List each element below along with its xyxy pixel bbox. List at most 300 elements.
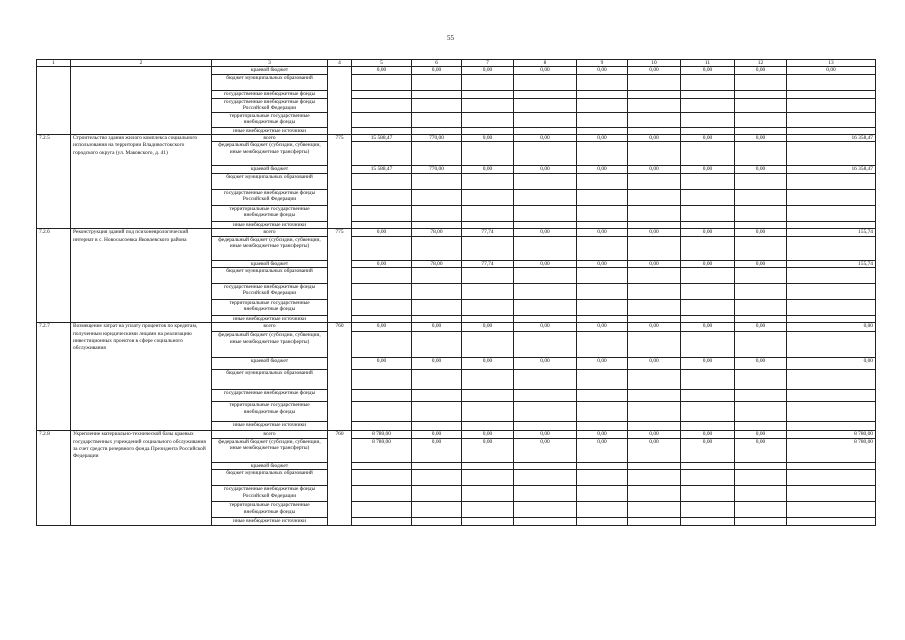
source-cell: бюджет муниципальных образований: [212, 268, 328, 284]
empty-cell: [577, 462, 628, 469]
source-cell: краевой бюджет: [212, 462, 328, 469]
empty-cell: [462, 316, 514, 323]
empty-cell: [514, 502, 577, 518]
empty-cell: [628, 221, 681, 228]
empty-cell: [412, 402, 462, 422]
empty-cell: [628, 370, 681, 390]
source-cell: государственные внебюджетные фонды Российской Федерации: [212, 189, 328, 205]
value-cell: 0,00: [735, 438, 787, 462]
header-cell: 12: [735, 60, 787, 67]
value-cell: 0,00: [628, 229, 681, 236]
header-cell: 3: [212, 60, 328, 67]
empty-cell: [681, 173, 735, 189]
empty-cell: [735, 236, 787, 260]
empty-cell: [735, 486, 787, 502]
empty-cell: [681, 402, 735, 422]
table-row: [37, 431, 876, 438]
empty-cell: [514, 518, 577, 525]
empty-cell: [352, 268, 412, 284]
empty-cell: [514, 316, 577, 323]
empty-cell: [577, 300, 628, 316]
source-cell: территориальные государственные внебюджетные фонды: [212, 205, 328, 221]
empty-cell: [412, 332, 462, 358]
empty-cell: [514, 221, 577, 228]
empty-cell: [735, 268, 787, 284]
empty-cell: [462, 221, 514, 228]
value-cell: 0,00: [352, 323, 412, 332]
empty-cell: [628, 268, 681, 284]
empty-cell: [352, 189, 412, 205]
source-cell: федеральный бюджет (субсидии, субвенции, иные межбюджетные трансферты): [212, 142, 328, 166]
empty-cell: [514, 390, 577, 402]
empty-cell: [352, 142, 412, 166]
item-code: 7.2.8: [37, 431, 71, 525]
empty-cell: [352, 502, 412, 518]
table-body: [37, 60, 876, 526]
empty-cell: [412, 173, 462, 189]
empty-cell: [735, 300, 787, 316]
source-cell: иные внебюджетные источники: [212, 422, 328, 431]
empty-cell: [412, 316, 462, 323]
value-cell: 0,00: [787, 358, 876, 370]
empty-cell: [681, 221, 735, 228]
value-cell: 0,00: [514, 135, 577, 142]
source-cell: краевой бюджет: [212, 260, 328, 267]
empty-cell: [787, 390, 876, 402]
value-cell: 0,00: [628, 431, 681, 438]
item-name: Возмещение затрат на уплату процентов по кредитам, полученным юридическими лицами на реализацию инвестиционных проектов в сфере социального обслуживания: [71, 323, 212, 431]
empty-cell: [628, 173, 681, 189]
value-cell: 0,00: [412, 438, 462, 462]
empty-cell: [352, 486, 412, 502]
empty-cell: [577, 205, 628, 221]
header-cell: 6: [412, 60, 462, 67]
value-cell: 0,00: [628, 67, 681, 74]
empty-cell: [514, 422, 577, 431]
header-cell: 1: [37, 60, 71, 67]
grbs-cell: [328, 67, 352, 135]
value-cell: 0,00: [735, 323, 787, 332]
value-cell: 78,00: [412, 260, 462, 267]
empty-cell: [735, 470, 787, 486]
empty-cell: [352, 300, 412, 316]
source-cell: иные внебюджетные источники: [212, 518, 328, 525]
empty-cell: [577, 316, 628, 323]
empty-cell: [628, 402, 681, 422]
empty-cell: [628, 142, 681, 166]
table-row: [37, 229, 876, 236]
empty-cell: [628, 236, 681, 260]
value-cell: 0,00: [462, 67, 514, 74]
value-cell: 0,00: [514, 166, 577, 173]
empty-cell: [352, 173, 412, 189]
empty-cell: [681, 300, 735, 316]
empty-cell: [735, 142, 787, 166]
source-cell: бюджет муниципальных образований: [212, 173, 328, 189]
value-cell: 0,00: [628, 358, 681, 370]
empty-cell: [514, 332, 577, 358]
empty-cell: [352, 284, 412, 300]
value-cell: 0,00: [412, 358, 462, 370]
empty-cell: [514, 268, 577, 284]
source-cell: государственные внебюджетные фонды: [212, 390, 328, 402]
empty-cell: [352, 390, 412, 402]
header-cell: 2: [71, 60, 212, 67]
empty-cell: [628, 316, 681, 323]
source-cell: территориальные государственные внебюджетные фонды: [212, 402, 328, 422]
source-cell: территориальные государственные внебюджетные фонды: [212, 502, 328, 518]
empty-cell: [787, 173, 876, 189]
value-cell: 0,00: [628, 323, 681, 332]
empty-cell: [462, 236, 514, 260]
empty-cell: [787, 332, 876, 358]
value-cell: 0,00: [514, 260, 577, 267]
empty-cell: [514, 189, 577, 205]
empty-cell: [577, 142, 628, 166]
value-cell: 0,00: [352, 67, 412, 74]
table-row: [37, 323, 876, 332]
empty-cell: [462, 205, 514, 221]
empty-cell: [628, 284, 681, 300]
empty-cell: [352, 332, 412, 358]
empty-cell: [787, 300, 876, 316]
value-cell: 0,00: [681, 323, 735, 332]
source-cell: всего: [212, 431, 328, 438]
empty-cell: [514, 236, 577, 260]
value-cell: 0,00: [735, 229, 787, 236]
grbs-code: 775: [328, 135, 352, 229]
empty-cell: [681, 142, 735, 166]
empty-cell: [462, 518, 514, 525]
empty-cell: [462, 370, 514, 390]
grbs-code: 775: [328, 229, 352, 323]
value-cell: 16 358,47: [787, 135, 876, 142]
source-cell: бюджет муниципальных образований: [212, 470, 328, 486]
header-cell: 10: [628, 60, 681, 67]
value-cell: 155,74: [787, 260, 876, 267]
value-cell: 0,00: [352, 260, 412, 267]
value-cell: 15 588,47: [352, 166, 412, 173]
empty-cell: [352, 422, 412, 431]
grbs-code: 760: [328, 431, 352, 525]
value-cell: 0,00: [681, 67, 735, 74]
empty-cell: [735, 370, 787, 390]
empty-cell: [352, 221, 412, 228]
empty-cell: [412, 470, 462, 486]
value-cell: 0,00: [735, 67, 787, 74]
empty-cell: [577, 470, 628, 486]
empty-cell: [681, 332, 735, 358]
empty-cell: [681, 462, 735, 469]
item-name: Укрепление материально-технической базы краевых государственных учреждений социального обслуживания за счет средств резервного фонда Президента Российской Федерации: [71, 431, 212, 525]
empty-cell: [628, 518, 681, 525]
empty-cell: [412, 205, 462, 221]
value-cell: 8 780,00: [787, 438, 876, 462]
empty-cell: [787, 470, 876, 486]
empty-cell: [462, 173, 514, 189]
empty-cell: [514, 486, 577, 502]
empty-cell: [462, 142, 514, 166]
source-cell: территориальные государственные внебюджетные фонды: [212, 112, 328, 127]
page-number: 55: [447, 34, 454, 42]
empty-cell: [514, 284, 577, 300]
value-cell: 770,00: [412, 135, 462, 142]
value-cell: 77,74: [462, 229, 514, 236]
value-cell: 0,00: [577, 67, 628, 74]
source-cell: всего: [212, 323, 328, 332]
table-row: [37, 135, 876, 142]
value-cell: 0,00: [577, 166, 628, 173]
empty-cell: [787, 221, 876, 228]
source-cell: бюджет муниципальных образований: [212, 74, 328, 90]
source-cell: федеральный бюджет (субсидии, субвенции, иные межбюджетные трансферты): [212, 332, 328, 358]
empty-cell: [412, 390, 462, 402]
header-cell: 5: [352, 60, 412, 67]
empty-cell: [412, 518, 462, 525]
empty-cell: [462, 268, 514, 284]
code-cell: [37, 67, 71, 135]
empty-cell: [577, 502, 628, 518]
source-cell: иные внебюджетные источники: [212, 316, 328, 323]
empty-cell: [787, 316, 876, 323]
empty-cell: [462, 462, 514, 469]
header-cell: 11: [681, 60, 735, 67]
empty-cell: [412, 284, 462, 300]
empty-cell: [577, 189, 628, 205]
empty-cell: [681, 268, 735, 284]
empty-cell: [735, 390, 787, 402]
value-cell: 0,00: [735, 358, 787, 370]
empty-cell: [681, 518, 735, 525]
empty-cell: [787, 486, 876, 502]
value-cell: 0,00: [514, 438, 577, 462]
empty-cell: [577, 402, 628, 422]
source-cell: краевой бюджет: [212, 166, 328, 173]
empty-cell: [514, 402, 577, 422]
empty-cell: [787, 236, 876, 260]
empty-cell: [514, 300, 577, 316]
source-cell: федеральный бюджет (субсидии, субвенции, иные межбюджетные трансферты): [212, 438, 328, 462]
empty-cell: [352, 518, 412, 525]
value-cell: 0,00: [787, 323, 876, 332]
empty-cell: [412, 236, 462, 260]
value-cell: 0,00: [735, 260, 787, 267]
source-cell: краевой бюджет: [212, 67, 328, 74]
item-code: 7.2.5: [37, 135, 71, 229]
value-cell: 0,00: [681, 358, 735, 370]
empty-cell: [681, 470, 735, 486]
value-cell: 0,00: [462, 135, 514, 142]
empty-cell: [462, 470, 514, 486]
empty-cell: [514, 142, 577, 166]
empty-cell: [787, 268, 876, 284]
source-cell: государственные внебюджетные фонды Российской Федерации: [212, 98, 328, 112]
name-cell: [71, 67, 212, 135]
header-cell: 8: [514, 60, 577, 67]
empty-cell: [412, 221, 462, 228]
source-cell: государственные внебюджетные фонды Российской Федерации: [212, 486, 328, 502]
empty-cell: [462, 390, 514, 402]
value-cell: 0,00: [735, 135, 787, 142]
empty-cell: [787, 189, 876, 205]
empty-cell: [412, 268, 462, 284]
header-cell: 7: [462, 60, 514, 67]
empty-cell: [735, 205, 787, 221]
empty-cell: [628, 470, 681, 486]
empty-cell: [681, 502, 735, 518]
source-cell: государственные внебюджетные фонды Российской Федерации: [212, 284, 328, 300]
empty-cell: [462, 402, 514, 422]
value-cell: 0,00: [681, 166, 735, 173]
empty-cell: [787, 462, 876, 469]
empty-cell: [352, 316, 412, 323]
empty-cell: [787, 142, 876, 166]
empty-cell: [577, 268, 628, 284]
empty-cell: [681, 390, 735, 402]
empty-cell: [514, 173, 577, 189]
value-cell: 0,00: [681, 229, 735, 236]
empty-cell: [681, 316, 735, 323]
empty-cell: [514, 470, 577, 486]
empty-cell: [735, 316, 787, 323]
value-cell: 0,00: [577, 358, 628, 370]
source-cell: федеральный бюджет (субсидии, субвенции, иные межбюджетные трансферты): [212, 236, 328, 260]
empty-cell: [628, 502, 681, 518]
empty-cell: [628, 486, 681, 502]
source-cell: территориальные государственные внебюджетные фонды: [212, 300, 328, 316]
item-code: 7.2.7: [37, 323, 71, 431]
value-cell: 0,00: [514, 67, 577, 74]
value-cell: 0,00: [412, 67, 462, 74]
empty-cell: [735, 284, 787, 300]
value-cell: 0,00: [352, 229, 412, 236]
empty-cell: [577, 173, 628, 189]
empty-cell: [735, 221, 787, 228]
empty-cell: [628, 300, 681, 316]
value-cell: 77,74: [462, 260, 514, 267]
empty-cell: [462, 502, 514, 518]
empty-cell: [352, 402, 412, 422]
empty-cell: [787, 370, 876, 390]
source-cell: государственные внебюджетные фонды: [212, 90, 328, 98]
table-row: [37, 67, 876, 74]
value-cell: 0,00: [577, 323, 628, 332]
value-cell: 16 358,47: [787, 166, 876, 173]
value-cell: 0,00: [628, 260, 681, 267]
empty-cell: [787, 402, 876, 422]
empty-cell: [628, 422, 681, 431]
empty-cell: [681, 422, 735, 431]
value-cell: 15 588,47: [352, 135, 412, 142]
empty-cell: [681, 284, 735, 300]
empty-cell: [735, 502, 787, 518]
empty-cell: [628, 205, 681, 221]
empty-cell: [787, 205, 876, 221]
value-cell: 0,00: [735, 166, 787, 173]
empty-cell: [462, 300, 514, 316]
empty-cell: [577, 486, 628, 502]
value-cell: 0,00: [577, 431, 628, 438]
value-cell: 0,00: [462, 323, 514, 332]
value-cell: 0,00: [514, 431, 577, 438]
value-cell: 0,00: [628, 438, 681, 462]
header-cell: 4: [328, 60, 352, 67]
empty-cell: [577, 422, 628, 431]
empty-cell: [462, 422, 514, 431]
value-cell: 0,00: [462, 166, 514, 173]
empty-cell: [735, 518, 787, 525]
value-cell: 0,00: [412, 431, 462, 438]
value-cell: 0,00: [681, 135, 735, 142]
empty-cell: [514, 370, 577, 390]
empty-cell: [735, 332, 787, 358]
empty-cell: [577, 284, 628, 300]
empty-cell: [787, 422, 876, 431]
value-cell: 0,00: [628, 166, 681, 173]
item-name: Реконструкция зданий под психоневрологический интернат в с. Новосысоевка Яковлевского района: [71, 229, 212, 323]
empty-cell: [412, 462, 462, 469]
header-cell: 13: [787, 60, 876, 67]
empty-cell: [577, 390, 628, 402]
empty-cell: [735, 402, 787, 422]
value-cell: 8 780,00: [787, 431, 876, 438]
value-cell: 78,00: [412, 229, 462, 236]
empty-cell: [577, 332, 628, 358]
empty-cell: [514, 462, 577, 469]
value-cell: 0,00: [681, 260, 735, 267]
empty-cell: [412, 142, 462, 166]
value-cell: 0,00: [681, 431, 735, 438]
source-cell: иные внебюджетные источники: [212, 127, 328, 134]
empty-cell: [681, 486, 735, 502]
value-cell: 0,00: [577, 135, 628, 142]
empty-cell: [412, 300, 462, 316]
value-cell: 0,00: [628, 135, 681, 142]
empty-cell: [681, 189, 735, 205]
empty-cell: [735, 173, 787, 189]
value-cell: 0,00: [514, 358, 577, 370]
value-cell: 0,00: [412, 323, 462, 332]
value-cell: 0,00: [787, 67, 876, 74]
empty-cell: [681, 236, 735, 260]
empty-cell: [412, 486, 462, 502]
value-cell: 8 780,00: [352, 431, 412, 438]
empty-cell: [577, 518, 628, 525]
value-cell: 0,00: [352, 358, 412, 370]
budget-table: [36, 59, 876, 526]
source-cell: бюджет муниципальных образований: [212, 370, 328, 390]
source-cell: всего: [212, 229, 328, 236]
source-cell: краевой бюджет: [212, 358, 328, 370]
item-name: Строительство здания жилого комплекса социального использования на территории Владивостокского городского округа (ул. Маковского, д. 41): [71, 135, 212, 229]
empty-cell: [577, 370, 628, 390]
empty-cell: [628, 462, 681, 469]
source-cell: иные внебюджетные источники: [212, 221, 328, 228]
value-cell: 0,00: [577, 438, 628, 462]
header-cell: 9: [577, 60, 628, 67]
empty-cell: [462, 332, 514, 358]
value-cell: 0,00: [462, 358, 514, 370]
header-row: [37, 60, 876, 67]
empty-cell: [787, 502, 876, 518]
value-cell: 0,00: [735, 431, 787, 438]
empty-cell: [412, 370, 462, 390]
value-cell: 0,00: [462, 438, 514, 462]
value-cell: 8 780,00: [352, 438, 412, 462]
empty-cell: [681, 205, 735, 221]
empty-cell: [577, 236, 628, 260]
source-cell: всего: [212, 135, 328, 142]
